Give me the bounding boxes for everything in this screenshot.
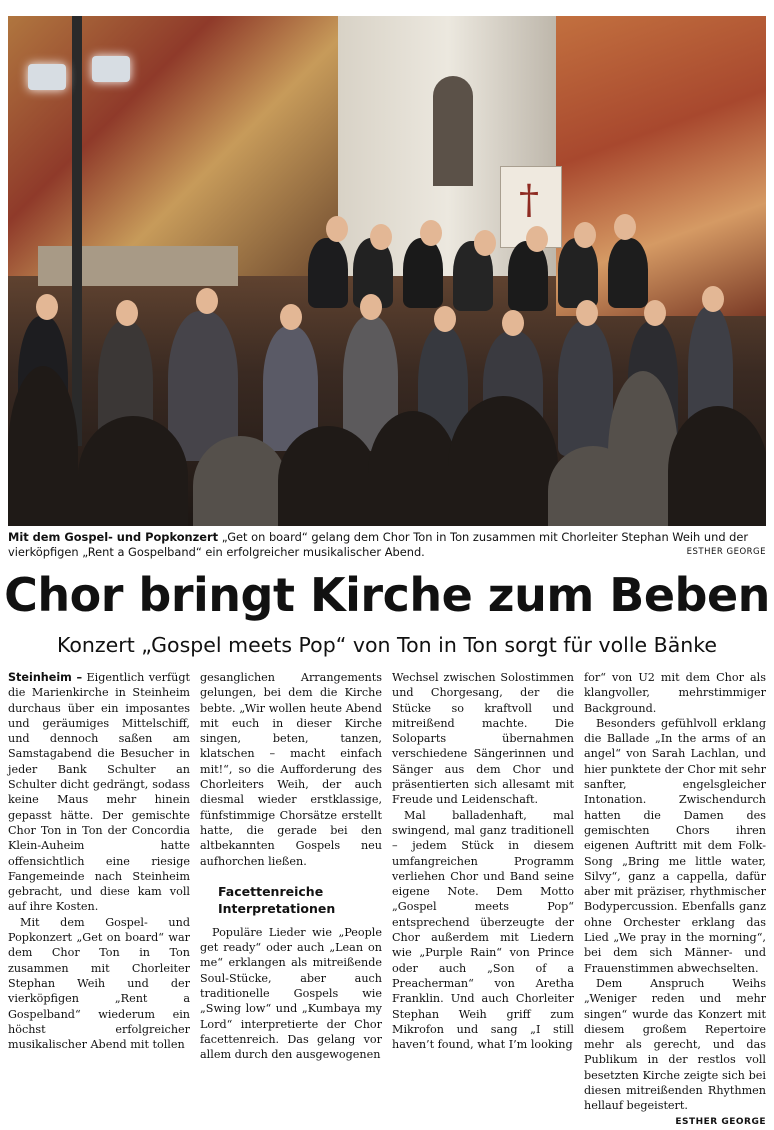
article-paragraph: Dem Anspruch Weihs „Weniger reden und mehr singen“ wurde das Konzert mit diesem großem Repertoire mehr als gerecht, und das Publikum in der restlos voll besetzten Kirche zeigte sich bei diesen mitreißenden Rhythmen hellauf begeistert. ESTHER GEORGE bbox=[584, 976, 766, 1114]
light-stand bbox=[72, 16, 82, 446]
church-mural-left bbox=[8, 16, 338, 276]
article-paragraph: Wechsel zwischen Solostimmen und Chorgesang, der die Stücke so kraftvoll und mitreißend machte. Die Soloparts übernahmen verschiedene Sängerinnen und Sänger aus dem Chor und präsentierten sich allesamt mit Freude und Leidenschaft. bbox=[392, 671, 574, 807]
article-paragraph: Populäre Lieder wie „People get ready“ oder auch „Lean on me“ erklangen als mitreißende Soul-Stücke, aber auch traditionelle Gospels wie „Swing low“ und „Kumbaya my Lord“ interpretierte der Chor facettenreich. Das gelang vor allem durch den ausgewogenen bbox=[200, 925, 382, 1062]
article-photo bbox=[8, 16, 766, 526]
stage-light-icon bbox=[28, 64, 66, 90]
photo-caption bbox=[8, 530, 766, 560]
article-column-1 bbox=[8, 670, 190, 1052]
headline: Chor bringt Kirche zum Beben bbox=[4, 568, 770, 622]
article-paragraph: Besonders gefühlvoll erklang die Ballade „In the arms of an angel“ von Sarah Lachlan, und hier punktete der Chor mit sehr sanfter, engelsgleicher Intonation. Zwischendurch hatten die Damen des gemischten Chors ihren eigenen Auftritt mit dem Folk-Song „Bring me little water, Silvy“, ganz a cappella, dafür aber mit präziser, rhythmischer Bodypercussion. Ebenfalls ganz ohne Orchester erklang das Lied „We pray in the morning“, bei dem sich Männer- und Frauenstimmen abwechselten. bbox=[584, 716, 766, 975]
subheading: Facettenreiche Interpretationen bbox=[218, 883, 336, 916]
article-paragraph: Mal balladenhaft, mal swingend, mal ganz traditionell – jedem Stück in diesem umfangreichen Programm verliehen Chor und Band seine eigene Note. Dem Motto „Gospel meets Pop“ entsprechend überzeugte der Chor außerdem mit Liedern wie „Purple Rain“ von Prince oder auch „Son of a Preacherman“ von Aretha Franklin. Und auch Chorleiter Stephan Weih griff zum Mikrofon und sang „I still haven’t found, what I’m looking bbox=[392, 808, 574, 1052]
article-paragraph: for“ von U2 mit dem Chor als klangvoller, mehrstimmiger Background. bbox=[584, 671, 766, 715]
author-credit: ESTHER GEORGE bbox=[675, 1116, 766, 1127]
article-paragraph bbox=[8, 670, 190, 915]
article-column-3 bbox=[392, 670, 574, 1052]
paragraph-text: Eigentlich verfügt die Marienkirche in Steinheim durchaus über ein imposantes und geräumiges Mittelschiff, und dennoch saßen am Samstagabend die Besucher in jeder Bank Schulter an Schulter dicht gedrängt, sodass keine Maus mehr hinein gepasst hätte. Der gemischte Chor Ton in Ton der Concordia Klein-Auheim hatte offensichtlich eine riesige Fangemeinde nach Steinheim gebracht, und diese kam voll auf ihre Kosten. bbox=[8, 671, 190, 914]
caption-text: „Get on board“ gelang dem Chor Ton in Ton zusammen mit Chorleiter Stephan Weih und der vierköpfigen „Rent a Gospelband“ ein erfolgreicher musikalischer Abend. bbox=[8, 530, 749, 559]
article-column-4 bbox=[584, 670, 766, 1130]
dateline: Steinheim – bbox=[8, 671, 83, 684]
church-window bbox=[433, 76, 473, 186]
stage-light-icon bbox=[92, 56, 130, 82]
caption-lead: Mit dem Gospel- und Popkonzert bbox=[8, 530, 219, 544]
article-paragraph: gesanglichen Arrangements gelungen, bei dem die Kirche bebte. „Wir wollen heute Abend mit euch in dieser Kirche singen, beten, tanzen, klatschen – macht einfach mit!“, so die Aufforderung des Chorleiters Weih, der auch diesmal wieder erstklassige, fünfstimmige Chorsätze erstellt hatte, die gerade bei den altbekannten Gospels neu aufhorchen ließen. bbox=[200, 671, 382, 868]
article-paragraph: Mit dem Gospel- und Popkonzert „Get on board“ war dem Chor Ton in Ton zusammen mit Chorleiter Stephan Weih und der vierköpfigen „Rent a Gospelband“ wiederum ein höchst erfolgreicher musikalischer Abend mit tollen bbox=[8, 915, 190, 1052]
article-column-2 bbox=[200, 670, 382, 1063]
altar bbox=[38, 246, 238, 286]
subheadline: Konzert „Gospel meets Pop“ von Ton in Ton sorgt für volle Bänke bbox=[56, 633, 718, 657]
photo-credit: ESTHER GEORGE bbox=[686, 547, 766, 557]
